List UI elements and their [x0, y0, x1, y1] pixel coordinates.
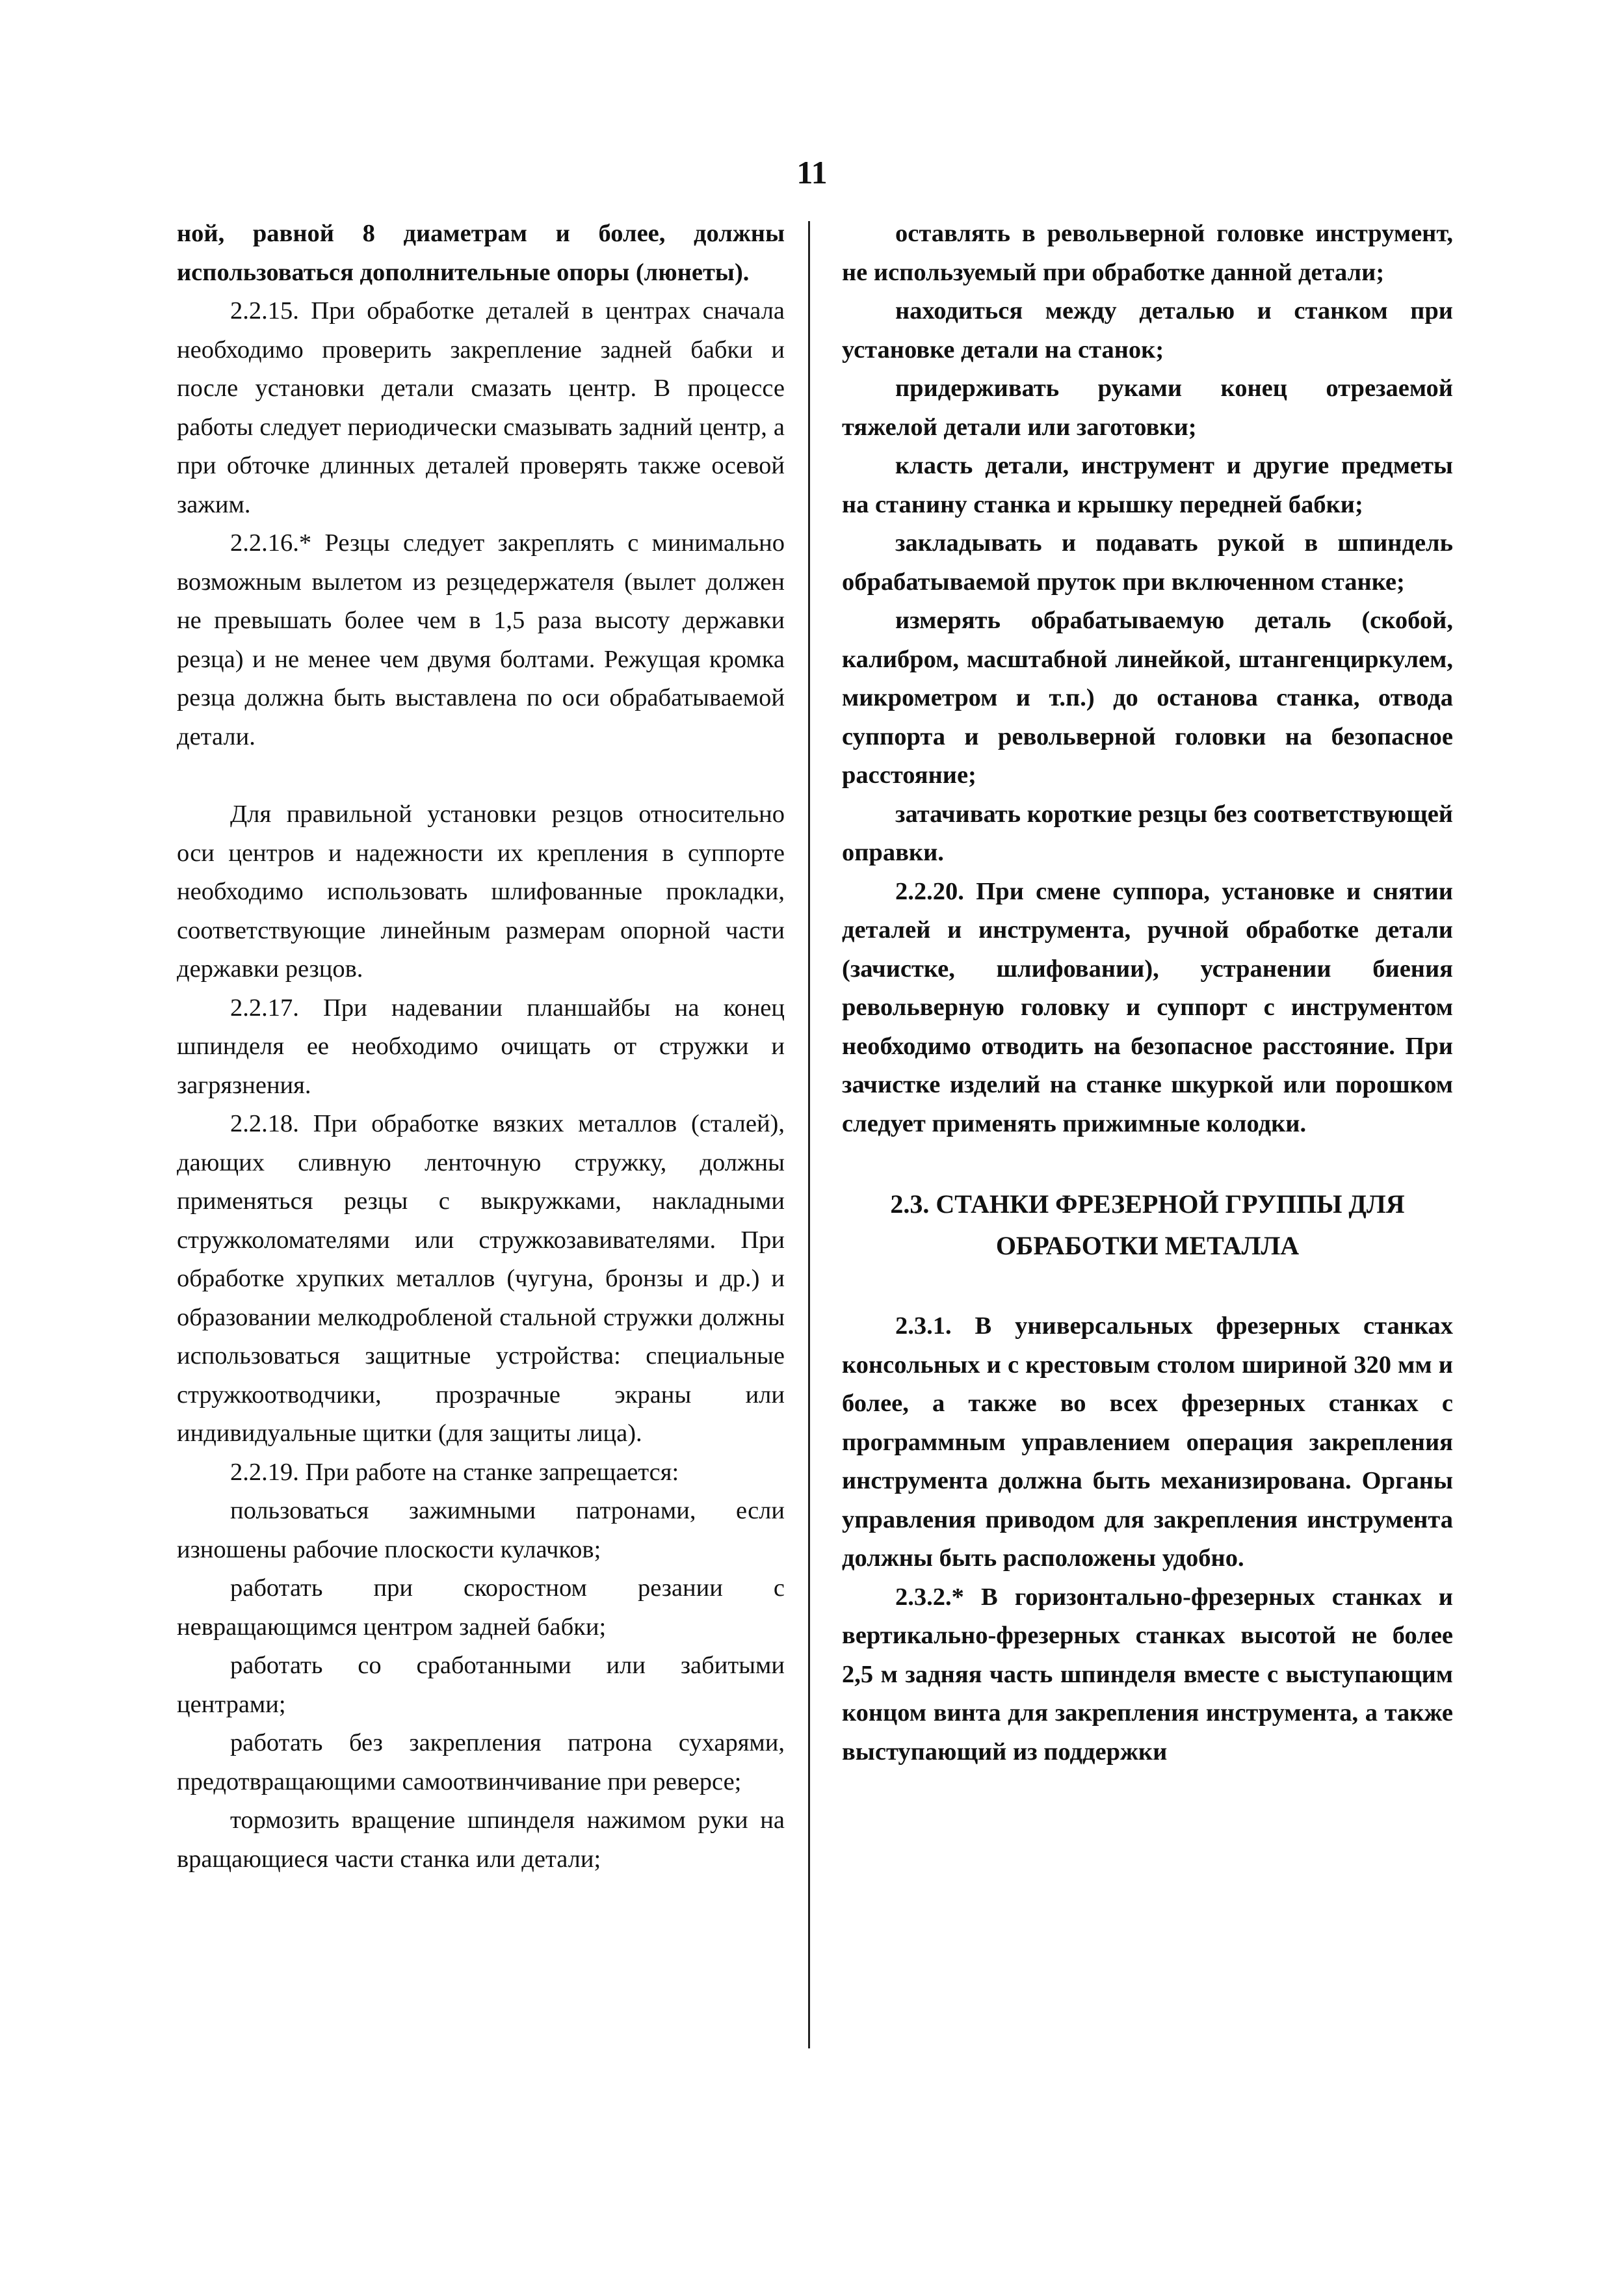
paragraph-2-2-17: 2.2.17. При надевании планшайбы на конец шпинделя ее необходимо очищать от стружки и загрязнения.: [177, 994, 785, 1099]
paragraph-2-2-16: 2.2.16.* Резцы следует закреплять с минимально возможным вылетом из резцедержателя (вылет должен не превышать более чем в 1,5 раза высоту державки резца) и не менее чем двумя болтами. Режущая кромка резца должна быть выставлена по оси обрабатываемой детали.: [177, 529, 785, 750]
list-item-prohibition: пользоваться зажимными патронами, если изношены рабочие плоскости кулачков;: [177, 1497, 785, 1563]
list-item-prohibition: тормозить вращение шпинделя нажимом руки на вращающиеся части станка или детали;: [177, 1806, 785, 1873]
list-item-prohibition: придерживать руками конец отрезаемой тяжелой детали или заготовки;: [842, 375, 1453, 441]
paragraph-2-3-1: 2.3.1. В универсальных фрезерных станках консольных и с крестовым столом шириной 320 мм и более, а также во всех фрезерных станках с программным управлением операция закрепления инструмента должна быть механизирована. Органы управления приводом для закрепления инструмента должны быть расположены удобно.: [842, 1312, 1453, 1572]
section-gap-top: [842, 1143, 1453, 1184]
list-item-prohibition: затачивать короткие резцы без соответствующей оправки.: [842, 800, 1453, 866]
left-column: [177, 215, 785, 1879]
paragraph-2-2-20: 2.2.20. При смене суппора, установке и снятии деталей и инструмента, ручной обработке детали (зачистке, шлифовании), устранении биения револьверную головку и суппорт с инструментом необходимо отводить на безопасное расстояние. При зачистке изделий на станке шкуркой или порошком следует применять прижимные колодки.: [842, 877, 1453, 1137]
list-item-prohibition: оставлять в револьверной головке инструмент, не используемый при обработке данной детали;: [842, 220, 1453, 286]
paragraph-2-2-15: 2.2.15. При обработке деталей в центрах сначала необходимо проверить закрепление задней бабки и после установки детали смазать центр. В процессе работы следует периодически смазывать задний центр, а при обточке длинных деталей проверять также осевой зажим.: [177, 297, 785, 518]
right-column: [842, 215, 1453, 1771]
paragraph-gap: [177, 756, 785, 795]
column-divider: [808, 221, 810, 2048]
paragraph-2-2-18: 2.2.18. При обработке вязких металлов (сталей), дающих сливную ленточную стружку, должны применяться резцы с выкружками, накладными стружколомателями или стружкозавивателями. При обработке хрупких металлов (чугуна, бронзы и др.) и образовании мелкодробленой стальной стружки должны использоваться защитные устройства: специальные стружкоотводчики, прозрачные экраны или индивидуальные щитки (для защиты лица).: [177, 1110, 785, 1447]
paragraph-2-2-19: 2.2.19. При работе на станке запрещается:: [230, 1458, 679, 1486]
paragraph-2-3-2: 2.3.2.* В горизонтально-фрезерных станках и вертикально-фрезерных станках высотой не более 2,5 м задняя часть шпинделя вместе с выступающим концом винта для закрепления инструмента, а также выступающий из поддержки: [842, 1583, 1453, 1766]
list-item-prohibition: измерять обрабатываемую деталь (скобой, калибром, масштабной линейкой, штангенциркулем, микрометром и т.п.) до останова станка, отвода суппорта и револьверной головки на безопасное расстояние;: [842, 607, 1453, 789]
list-item-prohibition: закладывать и подавать рукой в шпиндель обрабатываемой пруток при включенном станке;: [842, 529, 1453, 596]
list-item-prohibition: работать при скоростном резании с невращающимся центром задней бабки;: [177, 1574, 785, 1641]
page-number: 11: [796, 154, 828, 191]
list-item-prohibition: находиться между деталью и станком при установке детали на станок;: [842, 297, 1453, 364]
section-heading: 2.3. СТАНКИ ФРЕЗЕРНОЙ ГРУППЫ ДЛЯ ОБРАБОТКИ МЕТАЛЛА: [890, 1189, 1405, 1260]
list-item-prohibition: класть детали, инструмент и другие предметы на станину станка и крышку передней бабки;: [842, 452, 1453, 518]
list-item-prohibition: работать без закрепления патрона сухарями, предотвращающими самоотвинчивание при реверсе;: [177, 1729, 785, 1795]
paragraph-continuation: ной, равной 8 диаметрам и более, должны использоваться дополнительные опоры (люнеты).: [177, 220, 785, 286]
list-item-prohibition: работать со сработанными или забитыми центрами;: [177, 1652, 785, 1718]
paragraph-cutter-install: Для правильной установки резцов относительно оси центров и надежности их крепления в суппорте необходимо использовать шлифованные прокладки, соответствующие линейным размерам опорной части державки резцов.: [177, 800, 785, 983]
section-gap-bottom: [842, 1267, 1453, 1307]
